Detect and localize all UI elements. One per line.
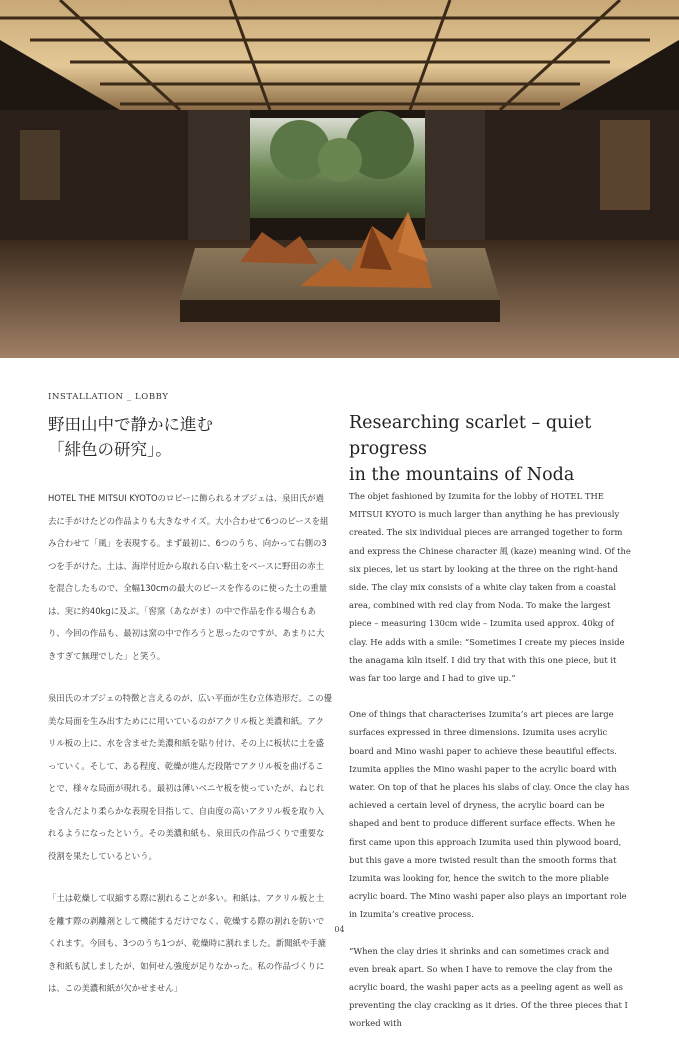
page-number: 04: [334, 925, 345, 934]
japanese-title: [48, 412, 308, 462]
english-title-line: Researching scarlet – quiet progress: [349, 413, 592, 459]
english-body: [349, 487, 631, 1051]
section-label: INSTALLATION _ LOBBY: [48, 392, 169, 402]
english-paragraph: “When the clay dries it shrinks and can sometimes crack and even break apart. So when I have to remove the clay from the acrylic board, the washi paper acts as a peeling agent as well as preventing the clay cracking as it dries. Of the three pieces that I worked with: [349, 945, 628, 1029]
lobby-photo: [0, 0, 679, 358]
english-title: [349, 410, 649, 488]
japanese-title-line: 「緋色の研究」。: [48, 440, 172, 459]
japanese-paragraph: 泉田氏のオブジェの特徴と言えるのが、広い平面が生む立体造形だ。この優美な局面を生み出すためにに用いているのがアクリル板と美濃和紙。アクリル板の上に、水を含ませた美濃和紙を貼り付け、その上に板状に土を盛っていく。そして、ある程度、乾燥が進んだ段階でアクリル板を曲げることで、様々な局面が現れる。最初は薄いベニヤ板を使っていたが、ねじれを含んだより柔らかな表現を目指して、自由度の高いアクリル板を取り入れるようになったという。その美濃和紙も、泉田氏の作品づくりで重要な役割を果たしているという。: [48, 693, 332, 861]
english-title-line: in the mountains of Noda: [349, 465, 575, 485]
japanese-title-line: 野田山中で静かに進む: [48, 415, 213, 434]
english-paragraph: One of things that characterises Izumita’s art pieces are large surfaces expressed in three dimensions. Izumita uses acrylic board and Mino washi paper to achieve these beautiful effects. Izumita applies the Mino washi paper to the acrylic board with water. On top of that he places his slabs of clay. Once the clay has achieved a certain level of dryness, the acrylic board can be shaped and bent to produce different surface effects. When he first came upon this approach Izumita used thin plywood board, but this gave a more twisted result than the smooth forms that Izumita was looking for, hence the switch to the more pliable acrylic board. The Mino washi paper also plays an important role in Izumita’s creative process.: [349, 709, 630, 920]
japanese-body: [48, 487, 332, 1020]
english-paragraph: The objet fashioned by Izumita for the lobby of HOTEL THE MITSUI KYOTO is much larger than anything he has previously created. The six individual pieces are arranged together to form and express the Chinese character 風 (kaze) meaning wind. Of the six pieces, let us start by looking at the three on the right-hand side. The clay mix consists of a white clay taken from a coastal area, combined with red clay from Noda. To make the largest piece – measuring 130cm wide – Izumita used approx. 40kg of clay. He adds with a smile: “Sometimes I create my pieces inside the anagama kiln itself. I did try that with this one piece, but it was far too large and I had to give up.”: [349, 491, 631, 684]
japanese-paragraph: HOTEL THE MITSUI KYOTOのロビーに飾られるオブジェは、泉田氏が過去に手がけたどの作品よりも大きなサイズ。大小合わせて6つのピースを組み合わせて「風」を表現する。まず最初に、6つのうち、向かって右側の3つを手がけた。土は、海岸付近から取れる白い粘土をベースに野田の赤土を混合したもので、全幅130cmの最大のピースを作るのに使った土の重量は、実に約40kgに及ぶ。「窖窯（あながま）の中で作品を作る場合もあり、今回の作品も、最初は窯の中で作ろうと思ったのですが、あまりに大きすぎて無理でした」と笑う。: [48, 493, 329, 661]
lobby-photo-illustration: [0, 0, 679, 358]
japanese-paragraph: 「土は乾燥して収縮する際に割れることが多い。和紙は、アクリル板と土を離す際の剥離剤として機能するだけでなく、乾燥する際の割れを防いでくれます。今回も、3つのうち1つが、乾燥時に割れました。新聞紙や手漉き和紙も試しましたが、如何せん強度が足りなかった。私の作品づくりには、この美濃和紙が欠かせません」: [48, 893, 326, 993]
